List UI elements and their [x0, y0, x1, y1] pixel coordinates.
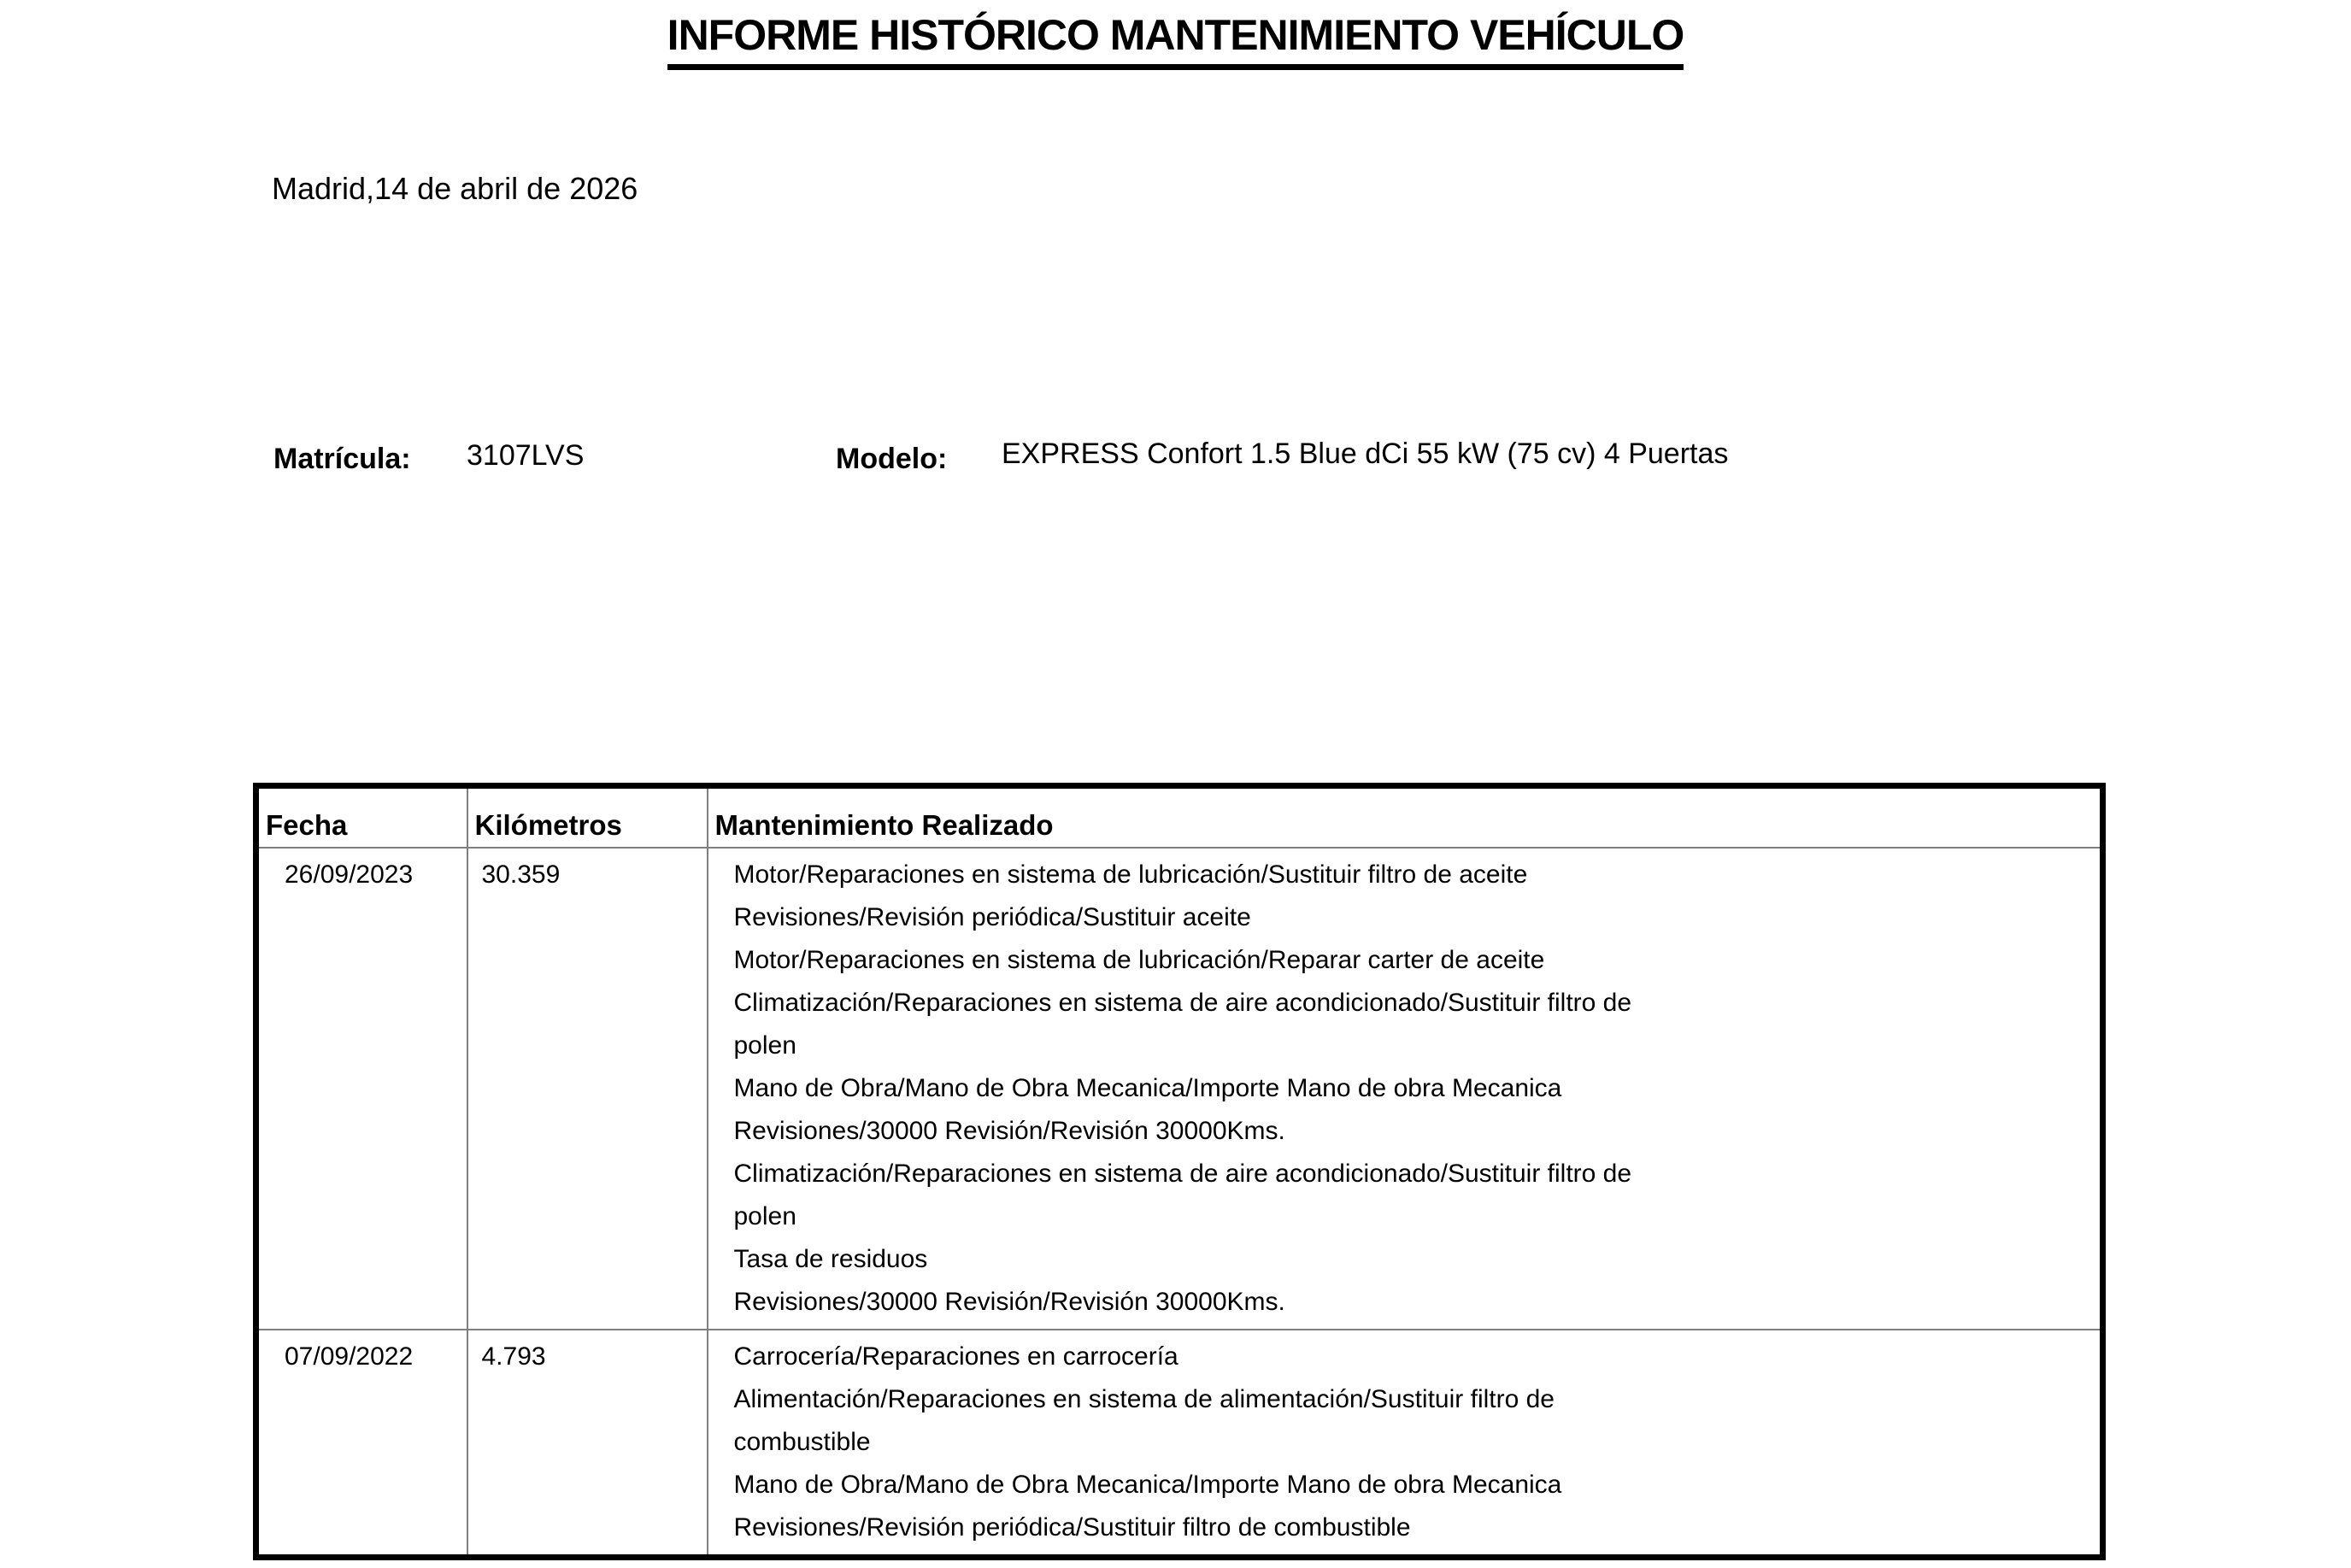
maintenance-line: Climatización/Reparaciones en sistema de aire acondicionado/Sustituir filtro de [733, 989, 1632, 1017]
maintenance-line: combustible [733, 1428, 871, 1456]
maintenance-line: Mano de Obra/Mano de Obra Mecanica/Importe Mano de obra Mecanica [733, 1074, 1562, 1102]
matricula-label: Matrícula: [273, 443, 411, 475]
maintenance-line: Revisiones/Revisión periódica/Sustituir aceite [733, 903, 1251, 931]
table-header-row [256, 786, 2103, 849]
maintenance-line: Mano de Obra/Mano de Obra Mecanica/Importe Mano de obra Mecanica [733, 1471, 1562, 1499]
modelo-value: EXPRESS Confort 1.5 Blue dCi 55 kW (75 cv) 4 Puertas [1002, 438, 1729, 470]
maintenance-line: Tasa de residuos [733, 1245, 928, 1273]
maintenance-line: polen [733, 1202, 796, 1230]
page-title: INFORME HISTÓRICO MANTENIMIENTO VEHÍCULO [667, 10, 1684, 70]
header-fecha: Fecha [256, 786, 467, 849]
fecha-cell: 26/09/2023 [256, 848, 467, 1330]
fecha-cell: 07/09/2022 [256, 1330, 467, 1558]
modelo-label: Modelo: [836, 443, 948, 475]
mantenimiento-cell [708, 1330, 2103, 1558]
maintenance-line: Carrocería/Reparaciones en carrocería [733, 1342, 1178, 1371]
header-kilometros: Kilómetros [467, 786, 708, 849]
maintenance-line: Motor/Reparaciones en sistema de lubricación/Sustituir filtro de aceite [733, 860, 1528, 889]
maintenance-line: Revisiones/Revisión periódica/Sustituir filtro de combustible [733, 1513, 1411, 1542]
maintenance-history-table [253, 783, 2106, 1560]
header-mantenimiento: Mantenimiento Realizado [708, 786, 2103, 849]
mantenimiento-cell [708, 848, 2103, 1330]
maintenance-line: Alimentación/Reparaciones en sistema de alimentación/Sustituir filtro de [733, 1385, 1555, 1413]
table-row [256, 1330, 2103, 1558]
maintenance-line: Revisiones/30000 Revisión/Revisión 30000Kms. [733, 1288, 1285, 1316]
maintenance-line: Motor/Reparaciones en sistema de lubricación/Reparar carter de aceite [733, 946, 1545, 974]
kilometros-cell: 4.793 [467, 1330, 708, 1558]
maintenance-line: polen [733, 1031, 796, 1060]
table-header [256, 786, 2103, 849]
maintenance-table-body [256, 848, 2103, 1558]
matricula-value: 3107LVS [467, 439, 585, 472]
kilometros-cell: 30.359 [467, 848, 708, 1330]
table-row [256, 848, 2103, 1330]
report-date-line: Madrid,14 de abril de 2026 [272, 171, 638, 206]
maintenance-line: Revisiones/30000 Revisión/Revisión 30000Kms. [733, 1117, 1285, 1145]
maintenance-line: Climatización/Reparaciones en sistema de aire acondicionado/Sustituir filtro de [733, 1160, 1632, 1188]
title-container [0, 10, 2351, 70]
